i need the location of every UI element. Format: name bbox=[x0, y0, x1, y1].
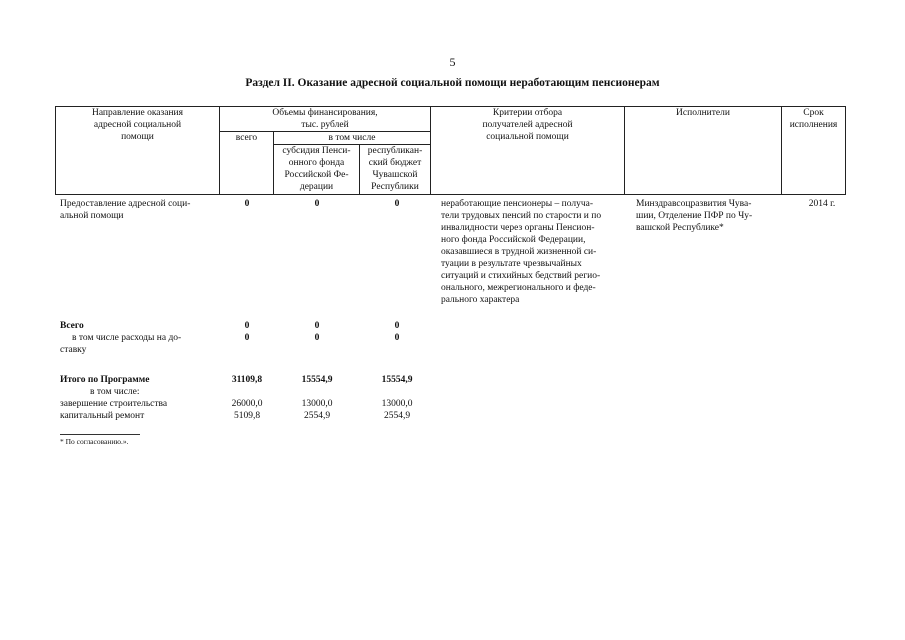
summary-label: Всего bbox=[60, 321, 84, 331]
row-total: 0 bbox=[244, 199, 250, 209]
row-pension-fund: 0 bbox=[314, 199, 320, 209]
summary-total: 0 bbox=[244, 321, 250, 331]
col-volumes-header: Объемы финансирования, тыс. рублей bbox=[220, 107, 431, 132]
program-item-total: 5109,8 bbox=[233, 411, 261, 421]
summary-pension-fund: 0 bbox=[314, 321, 320, 331]
program-item-republic-budget: 2554,9 bbox=[383, 411, 411, 421]
program-including-label: в том числе: bbox=[90, 387, 140, 397]
program-item-pension-fund: 2554,9 bbox=[303, 411, 331, 421]
summary-republic-budget: 0 bbox=[394, 321, 400, 331]
program-republic-budget: 15554,9 bbox=[381, 375, 413, 385]
row-republic-budget: 0 bbox=[394, 199, 400, 209]
section-title: Раздел II. Оказание адресной социальной помощи неработающим пенсионерам bbox=[245, 77, 660, 89]
program-item-label: капитальный ремонт bbox=[60, 411, 145, 421]
col-direction-header: Направление оказания адресной социальной помощи bbox=[56, 107, 220, 195]
page-number: 5 bbox=[449, 55, 456, 69]
footnote-divider bbox=[60, 434, 140, 435]
program-item-total: 26000,0 bbox=[231, 399, 263, 409]
col-pension-fund-header: субсидия Пенси- онного фонда Российской Фе- дерации bbox=[274, 145, 360, 195]
col-including-header: в том числе bbox=[274, 132, 431, 145]
row-deadline: 2014 г. bbox=[808, 199, 836, 209]
delivery-pension-fund: 0 bbox=[314, 333, 320, 343]
col-executors-header: Исполнители bbox=[625, 107, 782, 195]
col-republic-budget-header: республикан- ский бюджет Чувашской Республики bbox=[360, 145, 431, 195]
col-total-header: всего bbox=[220, 132, 274, 195]
program-item-republic-budget: 13000,0 bbox=[381, 399, 413, 409]
row-executors: Минздравсоцразвития Чува- шии, Отделение ПФР по Чу- вашской Республике* bbox=[636, 199, 753, 233]
delivery-label: в том числе расходы на до- ставку bbox=[60, 333, 182, 355]
program-total: 31109,8 bbox=[231, 375, 263, 385]
program-item-pension-fund: 13000,0 bbox=[301, 399, 333, 409]
col-criteria-header: Критерии отбора получателей адресной социальной помощи bbox=[431, 107, 625, 195]
row-criteria: неработающие пенсионеры – получа- тели трудовых пенсий по старости и по инвалидности через органы Пенсион- ного фонда Российской Федерации, оказавшиеся в трудной жизненной си- туации в результате чрезвычайных ситуаций и стихийных бедствий регио- онального, межрегионального и феде- рального характера bbox=[441, 199, 602, 305]
col-deadline-header: Срок исполнения bbox=[782, 107, 846, 195]
delivery-total: 0 bbox=[244, 333, 250, 343]
program-pension-fund: 15554,9 bbox=[301, 375, 333, 385]
table-header bbox=[55, 106, 846, 195]
row-direction: Предоставление адресной соци- альной помощи bbox=[60, 199, 191, 221]
program-item-label: завершение строительства bbox=[60, 399, 168, 409]
footnote: * По согласованию.». bbox=[60, 437, 129, 446]
delivery-republic-budget: 0 bbox=[394, 333, 400, 343]
program-label: Итого по Программе bbox=[60, 375, 150, 385]
